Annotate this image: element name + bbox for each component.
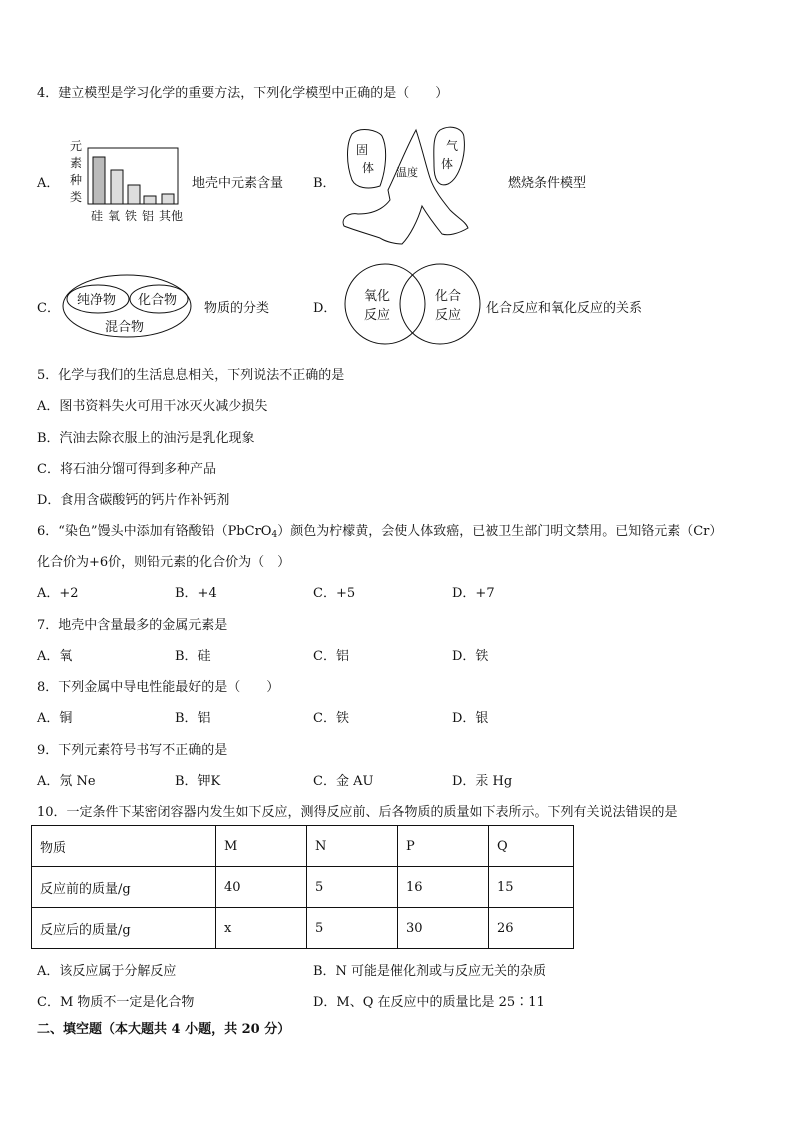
q9-option-d: D．汞 Hg	[452, 774, 513, 789]
solid-label: 固	[356, 143, 369, 157]
q7-option-c: C．铝	[313, 649, 349, 664]
oxidation-reaction-label: 氧化	[364, 289, 391, 304]
gas-label: 体	[441, 157, 454, 171]
q6-option-c: C．+5	[313, 586, 356, 601]
gas-label: 气	[446, 139, 459, 153]
mixture-label: 混合物	[105, 320, 145, 335]
chart-bar	[93, 157, 105, 204]
table-cell: 5	[307, 867, 398, 908]
q10-option-d: D．M、Q 在反应中的质量比是 25∶11	[313, 995, 545, 1010]
q4-option-a-caption: 地壳中元素含量	[192, 176, 284, 191]
table-cell: 16	[398, 867, 489, 908]
combination-reaction-label: 化合	[435, 289, 462, 304]
q10-option-a: A．该反应属于分解反应	[37, 964, 177, 979]
q5-option-a: A．图书资料失火可用干冰灭火减少损失	[37, 399, 268, 414]
pure-substance-label: 纯净物	[77, 293, 117, 308]
q8-stem: 8．下列金属中导电性能最好的是（ ）	[37, 680, 280, 695]
table-cell: 30	[398, 908, 489, 949]
table-cell: x	[216, 908, 307, 949]
table-row	[32, 867, 574, 908]
q4-option-c-letter: C．	[37, 301, 60, 316]
q9-option-b: B．钾K	[175, 774, 221, 789]
table-cell: 反应后的质量/g	[32, 908, 216, 949]
table-header-cell: 物质	[32, 826, 216, 867]
q4-stem: 4．建立模型是学习化学的重要方法，下列化学模型中正确的是（ ）	[37, 86, 449, 101]
q8-option-b: B．铝	[175, 711, 211, 726]
q6-stem-line2: 化合价为+6价，则铅元素的化合价为（ ）	[37, 555, 291, 570]
chart-ylabel-char: 类	[70, 190, 83, 204]
chart-category: 铝	[142, 209, 155, 223]
q9-option-a: A．氖 Ne	[37, 774, 96, 789]
q7-option-a: A．氧	[37, 649, 73, 664]
crust-element-bar-chart	[62, 136, 187, 228]
solid-label: 体	[362, 161, 375, 175]
q7-option-b: B．硅	[175, 649, 211, 664]
table-cell: 反应前的质量/g	[32, 867, 216, 908]
substance-classification-diagram	[62, 273, 194, 343]
chart-bar	[162, 194, 174, 204]
table-cell: 26	[489, 908, 574, 949]
q8-option-c: C．铁	[313, 711, 349, 726]
chart-bar	[144, 196, 156, 204]
chart-bar	[128, 185, 140, 204]
q4-option-b-letter: B．	[313, 176, 336, 191]
q5-option-b: B．汽油去除衣服上的油污是乳化现象	[37, 431, 255, 446]
q10-option-c: C．M 物质不一定是化合物	[37, 995, 195, 1010]
q5-option-d: D．食用含碳酸钙的钙片作补钙剂	[37, 493, 230, 508]
q8-option-a: A．铜	[37, 711, 73, 726]
temperature-label: 温度	[396, 166, 418, 179]
chart-category: 铁	[125, 209, 138, 223]
chart-bar	[111, 170, 123, 204]
table-header-row	[32, 826, 574, 867]
q6-option-d: D．+7	[452, 586, 495, 601]
table-header-cell: Q	[489, 826, 574, 867]
q10-option-b: B．N 可能是催化剂或与反应无关的杂质	[313, 964, 547, 979]
q10-stem: 10．一定条件下某密闭容器内发生如下反应，测得反应前、后各物质的质量如下表所示。下列有关说法错误的是	[37, 805, 678, 820]
chart-category: 氧	[108, 209, 121, 223]
chart-category: 硅	[91, 209, 104, 223]
combustion-model-diagram	[338, 120, 473, 246]
q4-option-c-caption: 物质的分类	[204, 301, 270, 316]
table-cell: 40	[216, 867, 307, 908]
table-header-cell: N	[307, 826, 398, 867]
oxidation-reaction-label: 反应	[364, 308, 391, 323]
table-header-cell: M	[216, 826, 307, 867]
table-row	[32, 908, 574, 949]
section-heading: 二、填空题（本大题共 4 小题，共 20 分）	[37, 1022, 291, 1037]
q6-line1-subscript: 4	[271, 530, 278, 540]
combination-reaction-label: 反应	[435, 308, 462, 323]
reaction-venn-diagram	[343, 262, 483, 348]
q6-option-b: B．+4	[175, 586, 217, 601]
compound-label: 化合物	[138, 293, 178, 308]
q4-option-a-letter: A．	[37, 176, 60, 191]
chart-ylabel-char: 种	[70, 173, 83, 187]
table-cell: 15	[489, 867, 574, 908]
q9-option-c: C．金 AU	[313, 774, 374, 789]
q5-stem: 5．化学与我们的生活息息相关，下列说法不正确的是	[37, 368, 345, 383]
chart-ylabel-char: 元	[70, 139, 83, 153]
q5-option-c: C．将石油分馏可得到多种产品	[37, 462, 216, 477]
q4-option-b-caption: 燃烧条件模型	[508, 176, 587, 191]
q6-option-a: A．+2	[37, 586, 79, 601]
q8-option-d: D．银	[452, 711, 489, 726]
q7-option-d: D．铁	[452, 649, 489, 664]
q6-stem-line1	[37, 520, 722, 540]
chart-ylabel-char: 素	[70, 156, 83, 170]
chart-category: 其他	[159, 209, 184, 223]
q7-stem: 7．地壳中含量最多的金属元素是	[37, 618, 228, 633]
mass-data-table	[31, 825, 574, 949]
table-cell: 5	[307, 908, 398, 949]
q9-stem: 9．下列元素符号书写不正确的是	[37, 743, 228, 758]
q6-line1-pre: 6．“染色”馒头中添加有铬酸铅（PbCrO	[37, 524, 272, 539]
q6-line1-post: ）颜色为柠檬黄，会使人体致癌，已被卫生部门明文禁用。已知铬元素（Cr）	[277, 524, 723, 539]
q4-option-d-caption: 化合反应和氧化反应的关系	[486, 301, 643, 316]
table-header-cell: P	[398, 826, 489, 867]
q4-option-d-letter: D．	[313, 301, 337, 316]
